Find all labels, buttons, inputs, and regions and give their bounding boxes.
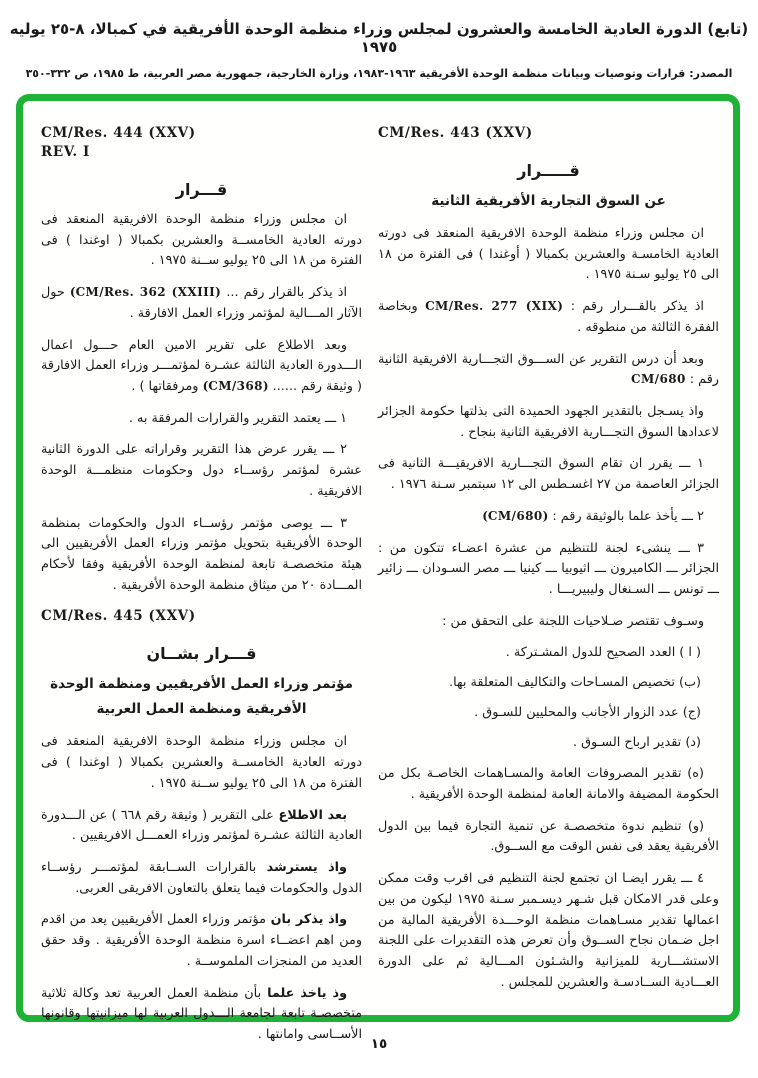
para-445-recall: واذ يذكر بان مؤتمر وزراء العمل الأفريقيين يعد من اقدم ومن اهم اعضــاء اسرة منظمة الوحدة الأفريقية . وقد حقق العديد من المنجزات الملموســة . bbox=[41, 912, 363, 969]
bold-lead: واذ يسترشد bbox=[256, 859, 348, 875]
bold-lead: وذ ياخذ علما bbox=[261, 985, 348, 1001]
para-appreciation-443: واذ يسـجل بالتقدير الجهود الحميدة التى بذلتها حكومة الجزائر لاعدادها السوق التجـــارية الافريقية الثانية بنجاح . bbox=[378, 403, 719, 440]
text-run: ٢ ـــ يأخذ علما بالوثيقة رقم : bbox=[552, 508, 704, 524]
column-left bbox=[41, 123, 363, 1042]
text-run: ومرفقاتها ) . bbox=[131, 379, 199, 395]
item-d: (د) تقدير ارباح السـوق . bbox=[572, 734, 701, 750]
para-444-op2: ٢ ـــ يقرر عرض هذا التقرير وقراراته على الدورة الثانية عشرة لمؤتمر رؤســاء دول وحكومات منظمـــة الوحدة الافريقية . bbox=[41, 442, 363, 499]
resolution-reference: CM/Res. 277 (XIX) bbox=[425, 299, 564, 314]
para-report-443 bbox=[378, 350, 719, 391]
para-recall-443 bbox=[378, 297, 719, 338]
document-frame bbox=[16, 94, 740, 1042]
item-h: (ه) تقدير المصروفات العامة والمسـاهمات الخاصـة بكل من الحكومة المضيفة والامانة العامة لمنظمة الوحدة الأفريقية . bbox=[378, 766, 719, 803]
para-committee-scope: وسـوف تقتصر صـلاحيات اللجنة على التحقق من : bbox=[442, 613, 704, 629]
resolution-reference: CM/680 bbox=[631, 372, 686, 387]
text-run: وبعد أن درس التقرير عن الســـوق التجـــارية الافريقية الثانية رقم : bbox=[378, 351, 719, 388]
ref-444: CM/Res. 444 (XXV) bbox=[41, 125, 196, 141]
para-preamble-444: ان مجلس وزراء منظمة الوحدة الافريقية المنعقد فى دورته العادية الخامســة والعشرين بكمبالا ( اوغندا ) فى الفترة من ١٨ الى ٢٥ يوليو ســنة ١٩٧٥ . bbox=[41, 212, 363, 269]
heading-qarar-444: قـــرار bbox=[175, 180, 228, 199]
text-run: اذ يذكر بالقـــرار رقم : bbox=[570, 299, 704, 315]
item-w: (و) تنظيم ندوة متخصصـة عن تنمية التجارة فيما بين الدول الأفريقية يعقد فى نفس الوقت مع الســوق. bbox=[378, 818, 719, 855]
heading-subject-445a: مؤتمر وزراء العمل الأفريقيين ومنظمة الوحدة bbox=[50, 675, 353, 692]
text-run: حول الآثار المـــالية لمؤتمر وزراء العمل الافارقة . bbox=[41, 285, 363, 321]
resolution-reference: (CM/Res. 362 (XXIII) bbox=[69, 285, 222, 300]
para-operative-2 bbox=[378, 507, 719, 528]
text-run: وبعد الاطلاع على تقرير الامين العام حـــول اعمال الـــدورة العادية الثالثة عشـرة لمؤتمـــر وزراء العمل الافارقة ( وثيقة رقم ...... bbox=[41, 337, 363, 395]
para-operative-1: ١ ـــ يقرر ان تقام السوق التجـــارية الافريقيـــة الثانية فى الجزائر العاصمة من ٢٧ اغسـطس الى ١٢ سبتمبر سـنة ١٩٧٦ . bbox=[378, 456, 719, 493]
para-preamble-445: ان مجلس وزراء منظمة الوحدة الافريقية المنعقد فى دورته العادية الخامســة والعشرين بكمبالا ( اوغندا ) فى الفترة من ١٨ الى ٢٥ يوليو ســنة ١٩٧٥ . bbox=[41, 734, 363, 791]
para-operative-4: ٤ ـــ يقرر ايضـا ان تجتمع لجنة التنظيم فى اقرب وقت ممكن وعلى قدر الامكان قبل شـهر ديسـمبر سـنة ١٩٧٥ ليكون من بين اعمالها تقدير مسـاهمات منظمة الوحـــدة الأفريقية المالية من اجل ضـمان نجاح الســوق وأن تعرض هذه التقديرات على اللجنة الاستشـــارية للميزانية والشـئون المـــالية ثم على الدورة العـــادية الســادسـة والعشرين للمجلس . bbox=[378, 871, 719, 990]
para-preamble-443: ان مجلس وزراء منظمة الوحدة الافريقية المنعقد فى دورته العادية الخامسـة والعشرين بكمبالا ( أوغندا ) فى الفترة من ١٨ الى ٢٥ يوليو سـنة ١٩٧٥ . bbox=[378, 225, 719, 283]
para-444-op1: ١ ـــ يعتمد التقرير والقرارات المرفقة به . bbox=[128, 410, 348, 426]
heading-subject-445b: الأفريقية ومنظمة العمل العربية bbox=[96, 701, 307, 718]
para-445-note: وذ ياخذ علما بأن منظمة العمل العربية تعد وكالة ثلاثية متخصصـة تابعة لجامعة الـــدول العربية لها ميزانيتها وقانونها الأســاسى وامانتها . bbox=[41, 985, 363, 1042]
page-number: ١٥ bbox=[370, 1036, 388, 1052]
header-source-line: المصدر: قرارات وتوصيات وبيانات منظمة الوحدة الأفريقية ١٩٦٣-١٩٨٣، وزارة الخارجية، جمهورية مصر العربية، ط ١٩٨٥، ص ٣٣٢-٣٥٠ bbox=[25, 67, 733, 80]
header-session-title: (تابع) الدورة العادية الخامسة والعشرون لمجلس وزراء منظمة الوحدة الأفريقية في كمبالا، ٨-٢٥ يوليه ١٩٧٥ bbox=[9, 20, 749, 56]
para-recall-444 bbox=[41, 283, 362, 324]
ref-445: CM/Res. 445 (XXV) bbox=[41, 607, 196, 624]
para-445-report: بعد الاطلاع على التقرير ( وثيقة رقم ٦٦٨ ) عن الـــدورة العادية الثالثة عشـرة لمؤتمر وزراء العمـــل الافريقيين . bbox=[41, 807, 363, 844]
item-a: ( ا ) العدد الصحيح للدول المشـتركة . bbox=[505, 645, 701, 661]
page-header bbox=[0, 20, 758, 80]
para-report-444 bbox=[41, 336, 362, 398]
heading-qarar-445: قـــرار بشــان bbox=[146, 643, 257, 663]
para-444-op3: ٣ ـــ يوصى مؤتمر رؤســاء الدول والحكومات بمنظمة الوحدة الأفريقية بتحويل مؤتمر وزراء العمل الأفريقيين الى هيئة متخصصـة تابعة لمنظمة الوحدة الأفريقية وفقا لأحكام المـــادة ٢٠ من ميثاق منظمة الوحدة الأفريقية . bbox=[41, 515, 363, 593]
para-445-guided: واذ يسترشد بالقرارات الســابقة لمؤتمـــر رؤســاء الدول والحكومات فيما يتعلق بالتعاون الافريقى العربى. bbox=[41, 859, 363, 896]
bold-lead: واذ يذكر بان bbox=[265, 912, 348, 928]
two-column-layout bbox=[23, 101, 733, 1042]
text-run: اذ يذكر بالقرار رقم ... bbox=[226, 285, 348, 301]
ref-443: CM/Res. 443 (XXV) bbox=[378, 125, 533, 141]
text-run: وبخاصة الفقرة الثالثة من منطوقه . bbox=[378, 299, 719, 335]
resolution-reference: (CM/368) bbox=[202, 379, 269, 394]
column-right bbox=[378, 123, 719, 1009]
bold-lead: بعد الاطلاع bbox=[273, 807, 348, 823]
heading-subject-443: عن السوق التجارية الأفريقية الثانية bbox=[431, 193, 666, 209]
ref-444-rev: REV. I bbox=[41, 144, 90, 160]
item-b: (ب) تخصيص المسـاحات والتكاليف المتعلقة بها. bbox=[449, 675, 701, 691]
resolution-reference: (CM/680) bbox=[482, 508, 549, 523]
para-operative-3: ٣ ـــ ينشىء لجنة للتنظيم من عشرة اعضـاء تتكون من : الجزائر ـــ الكاميرون ـــ اثيوبيا ـــ كينيا ـــ مصر السـودان ـــ زائير ـــ تونس ـــ السـنغال وليبيريـــا . bbox=[378, 540, 719, 597]
item-j: (ج) عدد الزوار الأجانب والمحليين للسـوق . bbox=[474, 704, 701, 720]
heading-qarar-443: قـــــرار bbox=[517, 161, 580, 180]
